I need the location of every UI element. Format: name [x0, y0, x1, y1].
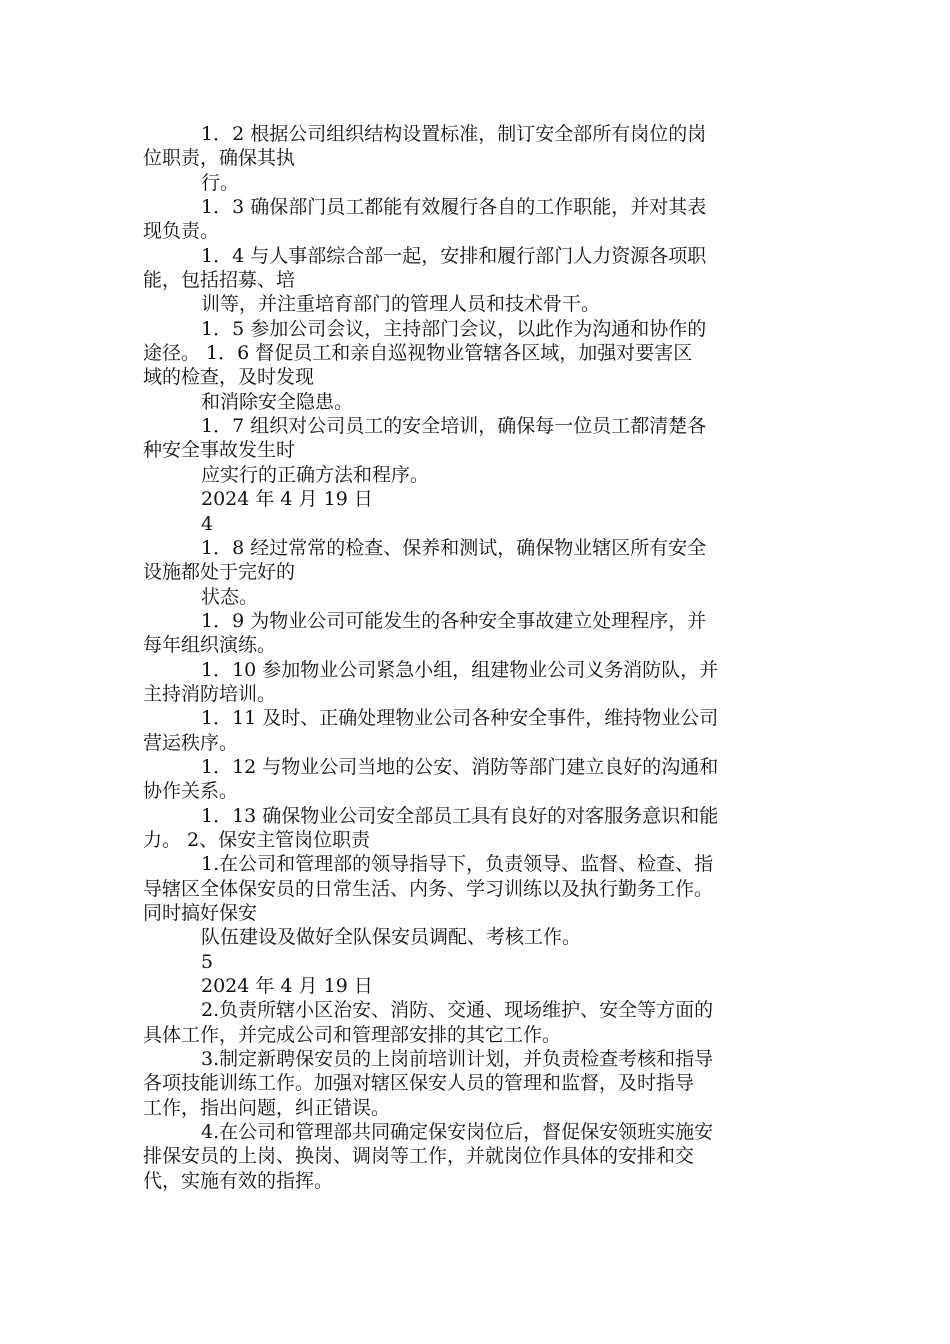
text-line: 2.负责所辖小区治安、消防、交通、现场维护、安全等方面的 [201, 999, 714, 1022]
text-line: 具体工作，并完成公司和管理部安排的其它工作。 [143, 1023, 562, 1046]
document-body [143, 122, 823, 1193]
text-line: 力。 2、保安主管岗位职责 [143, 828, 371, 851]
text-line: 2024 年 4 月 19 日 [201, 488, 373, 511]
text-line: 导辖区全体保安员的日常生活、内务、学习训练以及执行勤务工作。 [143, 877, 714, 900]
text-line: 工作，指出问题，纠正错误。 [143, 1096, 391, 1119]
text-line: 行。 [201, 171, 240, 194]
text-line: 4.在公司和管理部共同确定保安岗位后，督促保安领班实施安 [201, 1121, 714, 1144]
text-line: 和消除安全隐患。 [201, 390, 354, 413]
text-line: 种安全事故发生时 [143, 439, 296, 462]
text-line: 1．11 及时、正确处理物业公司各种安全事件，维持物业公司 [201, 707, 719, 730]
text-line: 1．4 与人事部综合部一起，安排和履行部门人力资源各项职 [201, 244, 707, 267]
text-line: 每年组织演练。 [143, 634, 277, 657]
text-line: 1.在公司和管理部的领导指导下，负责领导、监督、检查、指 [201, 853, 714, 876]
text-line: 排保安员的上岗、换岗、调岗等工作，并就岗位作具体的安排和交 [143, 1145, 695, 1168]
text-line: 训等，并注重培育部门的管理人员和技术骨干。 [201, 293, 601, 316]
text-line: 3.制定新聘保安员的上岗前培训计划，并负责检查考核和指导 [201, 1048, 714, 1071]
text-line: 1．8 经过常常的检查、保养和测试，确保物业辖区所有安全 [201, 536, 707, 559]
text-line: 1．2 根据公司组织结构设置标准，制订安全部所有岗位的岗 [201, 123, 707, 145]
text-line: 位职责，确保其执 [143, 147, 296, 170]
text-line: 代，实施有效的指挥。 [143, 1169, 334, 1192]
text-line: 现负责。 [143, 220, 220, 243]
text-line: 各项技能训练工作。加强对辖区保安人员的管理和监督，及时指导 [143, 1072, 695, 1095]
text-line: 1．12 与物业公司当地的公安、消防等部门建立良好的沟通和 [201, 755, 719, 778]
text-line: 1．5 参加公司会议，主持部门会议，以此作为沟通和协作的 [201, 317, 707, 340]
text-line: 4 [201, 512, 214, 535]
text-line: 能，包括招募、培 [143, 269, 296, 292]
text-line: 设施都处于完好的 [143, 561, 296, 584]
text-line: 1．10 参加物业公司紧急小组，组建物业公司义务消防队，并 [201, 658, 719, 681]
text-line: 途径。 1．6 督促员工和亲自巡视物业管辖各区域，加强对要害区 [143, 342, 693, 365]
text-line: 5 [201, 950, 214, 973]
text-line: 2024 年 4 月 19 日 [201, 975, 373, 998]
text-line: 队伍建设及做好全队保安员调配、考核工作。 [201, 926, 582, 949]
text-line: 状态。 [201, 585, 259, 608]
text-line: 1．9 为物业公司可能发生的各种安全事故建立处理程序，并 [201, 609, 707, 632]
text-line: 同时搞好保安 [143, 902, 258, 924]
text-line: 应实行的正确方法和程序。 [201, 463, 430, 486]
text-line: 域的检查，及时发现 [143, 366, 315, 389]
text-line: 1．13 确保物业公司安全部员工具有良好的对客服务意识和能 [201, 804, 719, 827]
text-line: 营运秩序。 [143, 731, 239, 754]
text-line: 主持消防培训。 [143, 682, 277, 705]
text-line: 1．3 确保部门员工都能有效履行各自的工作职能，并对其表 [201, 196, 707, 219]
text-line: 1．7 组织对公司员工的安全培训，确保每一位员工都清楚各 [201, 415, 707, 438]
text-line: 协作关系。 [143, 780, 239, 803]
